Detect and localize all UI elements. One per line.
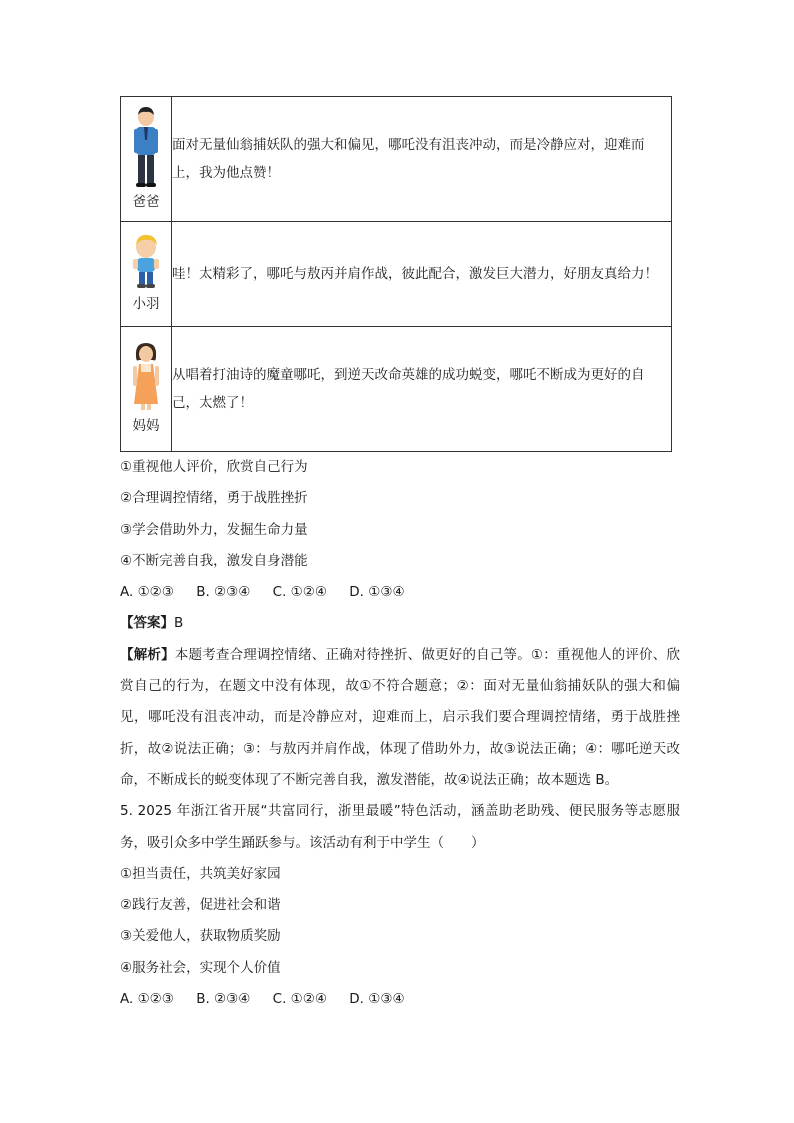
option-a: A. ①②③ — [120, 584, 174, 601]
option-d: D. ①③④ — [349, 584, 405, 601]
answer-line — [120, 608, 680, 639]
statement-1: ①重视他人评价，欣赏自己行为 — [120, 459, 308, 475]
speaker-cell — [121, 327, 172, 452]
table-row — [121, 97, 672, 222]
speaker-name: 小羽 — [132, 296, 160, 312]
option-c: C. ①②④ — [272, 584, 327, 601]
statement-3: ③关爱他人，获取物质奖励 — [120, 928, 281, 945]
analysis-text: 本题考查合理调控情绪、正确对待挫折、做更好的自己等。①：重视他人的评价、欣赏自己的行为，在题文中没有体现，故①不符合题意；②：面对无量仙翁捕妖队的强大和偏见，哪吒没有沮丧冲动，而是冷静应对，迎难而上，启示我们要合理调控情绪，勇于战胜挫折，故②说法正确；③：与敖丙并肩作战，体现了借助外力，故③说法正确；④：哪吒逆天改命，不断成长的蜕变体现了不断完善自我，激发潜能，故④说法正确；故本题选 B。 — [120, 646, 680, 788]
question-5-stem: 5. 2025 年浙江省开展“共富同行，浙里最暖”特色活动，涵盖助老助残、便民服务等志愿服务，吸引众多中学生踊跃参与。该活动有利于中学生（ ） — [120, 803, 680, 851]
option-a: A. ①②③ — [120, 991, 174, 1008]
table-row — [121, 327, 672, 452]
option-b: B. ②③④ — [196, 991, 251, 1008]
speech-text: 从唱着打油诗的魔童哪吒，到逆天改命英雄的成功蜕变，哪吒不断成为更好的自己，太燃了！ — [172, 327, 672, 452]
statement-4: ④服务社会，实现个人价值 — [120, 959, 281, 976]
speech-text: 哇！太精彩了，哪吒与敖丙并肩作战，彼此配合，激发巨大潜力，好朋友真给力！ — [172, 222, 672, 327]
mother-figure-icon — [131, 342, 161, 412]
speaker-name: 爸爸 — [132, 194, 160, 210]
option-c: C. ①②④ — [272, 991, 327, 1008]
statement-1: ①担当责任，共筑美好家园 — [120, 865, 281, 882]
answer-value: B — [174, 615, 184, 632]
analysis-label: 【解析】 — [120, 646, 175, 663]
father-figure-icon — [131, 106, 161, 188]
option-b: B. ②③④ — [196, 584, 251, 601]
table-row — [121, 222, 672, 327]
speaker-name: 妈妈 — [132, 418, 160, 434]
speaker-cell — [121, 222, 172, 327]
answer-label: 【答案】 — [120, 615, 174, 632]
speaker-cell — [121, 97, 172, 222]
statement-2: ②合理调控情绪，勇于战胜挫折 — [120, 490, 308, 507]
answer-options — [120, 984, 680, 1015]
question-content — [120, 452, 680, 1015]
answer-options — [120, 577, 680, 608]
analysis-paragraph — [120, 640, 680, 796]
option-d: D. ①③④ — [349, 991, 405, 1008]
dialogue-table — [120, 96, 672, 452]
statement-2: ②践行友善，促进社会和谐 — [120, 897, 281, 914]
child-figure-icon — [131, 234, 161, 290]
statement-4: ④不断完善自我，激发自身潜能 — [120, 552, 308, 569]
speech-text: 面对无量仙翁捕妖队的强大和偏见，哪吒没有沮丧冲动，而是冷静应对，迎难而上，我为他点赞！ — [172, 97, 672, 222]
statement-3: ③学会借助外力，发掘生命力量 — [120, 521, 308, 538]
